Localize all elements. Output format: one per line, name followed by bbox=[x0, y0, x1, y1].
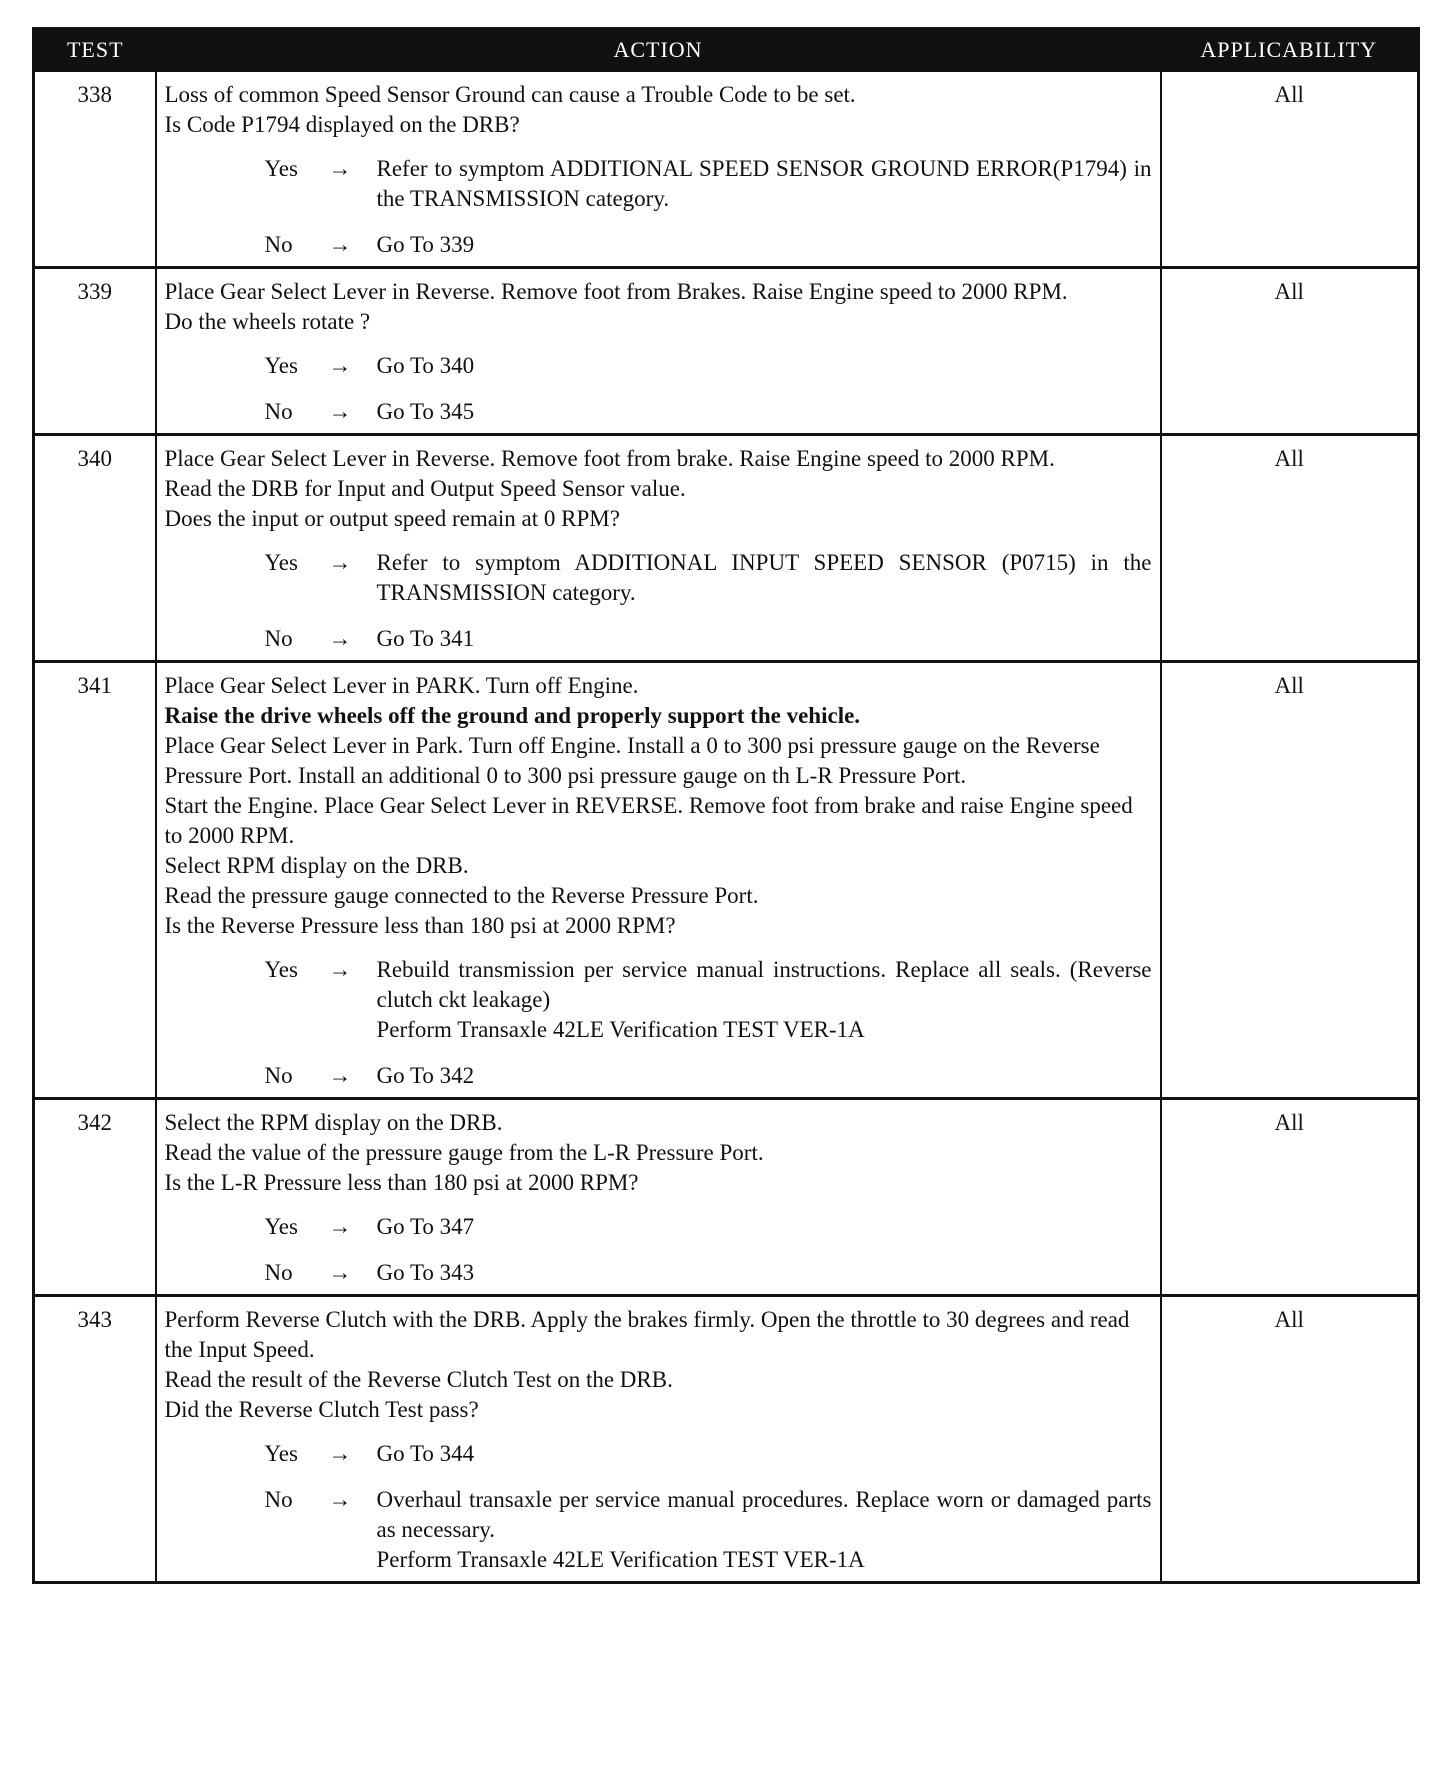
result-line: Go To 345 bbox=[376, 399, 475, 424]
arrow-right-icon: → bbox=[328, 1260, 352, 1285]
response-result bbox=[377, 397, 1152, 427]
arrow-right-icon: → bbox=[328, 1063, 352, 1088]
response-result bbox=[377, 1258, 1152, 1288]
instruction-line: Read the pressure gauge connected to the Reverse Pressure Port. bbox=[164, 883, 759, 908]
response-answer: No bbox=[264, 1063, 293, 1088]
header-action: ACTION bbox=[156, 29, 1161, 72]
result-line: Go To 344 bbox=[376, 1441, 475, 1466]
instruction-line: Do the wheels rotate ? bbox=[164, 309, 371, 334]
instruction-line: Read the DRB for Input and Output Speed Sensor value. bbox=[164, 476, 686, 501]
response-branch bbox=[265, 230, 1152, 260]
arrow-right-icon: → bbox=[328, 957, 352, 982]
arrow-right-icon: → bbox=[328, 232, 352, 257]
arrow-right-icon: → bbox=[328, 1441, 352, 1466]
arrow-right-icon: → bbox=[328, 1214, 352, 1239]
result-line: Perform Transaxle 42LE Verification TEST VER-1A bbox=[376, 1017, 865, 1042]
warning-line: Raise the drive wheels off the ground and properly support the vehicle. bbox=[164, 703, 861, 728]
diagnostic-table bbox=[32, 27, 1420, 1584]
table-row bbox=[34, 662, 1419, 1099]
arrow-right-icon: → bbox=[328, 399, 352, 424]
response-answer: No bbox=[264, 232, 293, 257]
instruction-line: Is the Reverse Pressure less than 180 psi at 2000 RPM? bbox=[164, 913, 676, 938]
instruction-line: Place Gear Select Lever in Reverse. Remove foot from Brakes. Raise Engine speed to 2000 RPM. bbox=[164, 279, 1068, 304]
response-branch bbox=[265, 397, 1152, 427]
response-branch bbox=[265, 548, 1152, 608]
response-answer: No bbox=[264, 1260, 293, 1285]
response-branch bbox=[265, 1212, 1152, 1242]
arrow-right-icon: → bbox=[328, 550, 352, 575]
response-branch bbox=[265, 1485, 1152, 1575]
table-header-row bbox=[34, 29, 1419, 72]
applicability-value: All bbox=[1161, 662, 1419, 1099]
test-number: 341 bbox=[34, 662, 156, 1099]
response-answer: Yes bbox=[264, 1441, 298, 1466]
applicability-value: All bbox=[1161, 1296, 1419, 1583]
response-result bbox=[377, 548, 1152, 608]
instruction-line: Place Gear Select Lever in Reverse. Remove foot from brake. Raise Engine speed to 2000 RPM. bbox=[164, 446, 1055, 471]
arrow-right-icon: → bbox=[328, 1487, 352, 1512]
applicability-value: All bbox=[1161, 268, 1419, 435]
response-branch bbox=[265, 624, 1152, 654]
table-row bbox=[34, 1099, 1419, 1296]
action-cell bbox=[156, 268, 1161, 435]
arrow-right-icon: → bbox=[328, 353, 352, 378]
response-answer: No bbox=[264, 626, 293, 651]
applicability-value: All bbox=[1161, 435, 1419, 662]
response-result bbox=[377, 1485, 1152, 1575]
applicability-value: All bbox=[1161, 71, 1419, 268]
response-branch bbox=[265, 955, 1152, 1045]
test-number: 343 bbox=[34, 1296, 156, 1583]
response-result bbox=[377, 1439, 1152, 1469]
response-branch bbox=[265, 1258, 1152, 1288]
arrow-right-icon: → bbox=[328, 156, 352, 181]
response-answer: Yes bbox=[264, 156, 298, 181]
response-answer: Yes bbox=[264, 957, 298, 982]
instruction-line: Perform Reverse Clutch with the DRB. Apply the brakes firmly. Open the throttle to 30 degrees and read the Input Speed. bbox=[164, 1307, 1130, 1362]
test-number: 342 bbox=[34, 1099, 156, 1296]
result-line: Go To 341 bbox=[376, 626, 475, 651]
response-branch bbox=[265, 351, 1152, 381]
header-test: TEST bbox=[34, 29, 156, 72]
response-branch bbox=[265, 154, 1152, 214]
result-line: Overhaul transaxle per service manual procedures. Replace worn or damaged parts as necessary. bbox=[376, 1487, 1152, 1542]
instruction-line: Place Gear Select Lever in PARK. Turn off Engine. bbox=[164, 673, 639, 698]
response-result bbox=[377, 1061, 1152, 1091]
action-cell bbox=[156, 435, 1161, 662]
instruction-line: Read the value of the pressure gauge from the L-R Pressure Port. bbox=[164, 1140, 764, 1165]
instruction-line: Start the Engine. Place Gear Select Lever in REVERSE. Remove foot from brake and raise Engine speed to 2000 RPM. bbox=[164, 793, 1133, 848]
result-line: Go To 342 bbox=[376, 1063, 475, 1088]
action-cell bbox=[156, 1296, 1161, 1583]
table-row bbox=[34, 268, 1419, 435]
response-branch bbox=[265, 1061, 1152, 1091]
result-line: Go To 343 bbox=[376, 1260, 475, 1285]
response-answer: No bbox=[264, 399, 293, 424]
test-number: 339 bbox=[34, 268, 156, 435]
instruction-line: Place Gear Select Lever in Park. Turn off Engine. Install a 0 to 300 psi pressure gauge on the Reverse Pressure Port. Install an additional 0 to 300 psi pressure gauge on th L-R Pressure Port. bbox=[164, 733, 1100, 788]
response-result bbox=[377, 154, 1152, 214]
response-answer: Yes bbox=[264, 550, 298, 575]
result-line: Perform Transaxle 42LE Verification TEST VER-1A bbox=[376, 1547, 865, 1572]
arrow-right-icon: → bbox=[328, 626, 352, 651]
response-answer: No bbox=[264, 1487, 293, 1512]
test-number: 338 bbox=[34, 71, 156, 268]
instruction-line: Is the L-R Pressure less than 180 psi at 2000 RPM? bbox=[164, 1170, 639, 1195]
response-result bbox=[377, 955, 1152, 1045]
instruction-line: Did the Reverse Clutch Test pass? bbox=[164, 1397, 479, 1422]
table-body bbox=[34, 71, 1419, 1583]
action-cell bbox=[156, 1099, 1161, 1296]
response-answer: Yes bbox=[264, 353, 298, 378]
table-row bbox=[34, 435, 1419, 662]
instruction-line: Select the RPM display on the DRB. bbox=[164, 1110, 503, 1135]
result-line: Go To 340 bbox=[376, 353, 475, 378]
response-result bbox=[377, 624, 1152, 654]
instruction-line: Loss of common Speed Sensor Ground can cause a Trouble Code to be set. bbox=[164, 82, 856, 107]
diagnostic-page bbox=[32, 27, 1417, 1584]
result-line: Rebuild transmission per service manual instructions. Replace all seals. (Reverse clutch ckt leakage) bbox=[376, 957, 1152, 1012]
table-row bbox=[34, 71, 1419, 268]
applicability-value: All bbox=[1161, 1099, 1419, 1296]
header-applicability: APPLICABILITY bbox=[1161, 29, 1419, 72]
response-result bbox=[377, 230, 1152, 260]
result-line: Go To 339 bbox=[376, 232, 475, 257]
action-cell bbox=[156, 71, 1161, 268]
instruction-line: Is Code P1794 displayed on the DRB? bbox=[164, 112, 520, 137]
table-row bbox=[34, 1296, 1419, 1583]
response-result bbox=[377, 1212, 1152, 1242]
response-answer: Yes bbox=[264, 1214, 298, 1239]
test-number: 340 bbox=[34, 435, 156, 662]
instruction-line: Select RPM display on the DRB. bbox=[164, 853, 469, 878]
response-branch bbox=[265, 1439, 1152, 1469]
response-result bbox=[377, 351, 1152, 381]
result-line: Refer to symptom ADDITIONAL INPUT SPEED SENSOR (P0715) in the TRANSMISSION category. bbox=[376, 550, 1152, 605]
instruction-line: Does the input or output speed remain at 0 RPM? bbox=[164, 506, 620, 531]
result-line: Refer to symptom ADDITIONAL SPEED SENSOR GROUND ERROR(P1794) in the TRANSMISSION category. bbox=[376, 156, 1152, 211]
instruction-line: Read the result of the Reverse Clutch Test on the DRB. bbox=[164, 1367, 673, 1392]
result-line: Go To 347 bbox=[376, 1214, 475, 1239]
action-cell bbox=[156, 662, 1161, 1099]
